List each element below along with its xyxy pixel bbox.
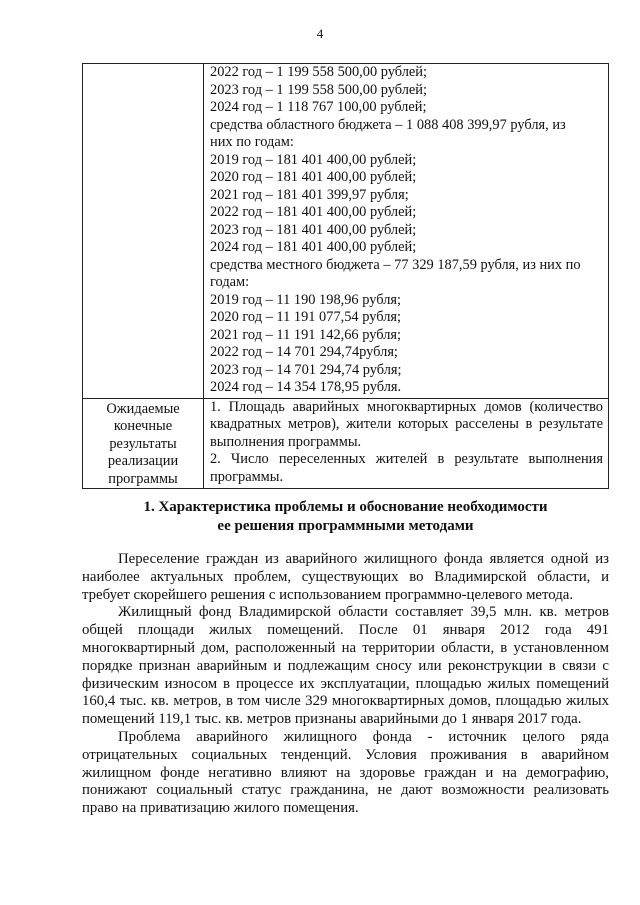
funding-line: них по годам: bbox=[210, 134, 294, 150]
funding-line: 2019 год – 181 401 400,00 рублей; bbox=[210, 151, 417, 168]
funding-line: 2021 год – 11 191 142,66 рубля; bbox=[210, 326, 401, 343]
funding-line: 2023 год – 181 401 400,00 рублей; bbox=[210, 221, 417, 238]
section-heading-line: ее решения программными методами bbox=[217, 517, 474, 534]
section-heading-line: 1. Характеристика проблемы и обоснование необходимости bbox=[143, 499, 548, 515]
body-paragraph: Переселение граждан из аварийного жилищного фонда является одной из наиболее актуальных проблем, существующих во Владимирской области, и требует скорейшего решения с использованием программно-целевого метода. bbox=[82, 551, 609, 603]
funding-line: средства областного бюджета – 1 088 408 399,97 рубля, из bbox=[210, 116, 566, 133]
section-body bbox=[82, 551, 609, 818]
funding-line: 2024 год – 1 118 767 100,00 рублей; bbox=[210, 99, 427, 115]
expected-result-item: 1. Площадь аварийных многоквартирных домов (количество квадратных метров), жители которых расселены в результате выполнения программы. bbox=[210, 398, 603, 450]
expected-results-cell bbox=[204, 398, 609, 489]
funding-row bbox=[83, 64, 609, 399]
funding-line: 2024 год – 14 354 178,95 рубля. bbox=[210, 379, 402, 395]
funding-line: 2023 год – 1 199 558 500,00 рублей; bbox=[210, 81, 427, 98]
funding-line: 2023 год – 14 701 294,74 рубля; bbox=[210, 361, 402, 378]
funding-line: 2019 год – 11 190 198,96 рубля; bbox=[210, 291, 401, 308]
expected-results-row bbox=[83, 398, 609, 489]
expected-results-label: Ожидаемые конечные результаты реализации программы bbox=[83, 398, 204, 489]
funding-line: 2020 год – 11 191 077,54 рубля; bbox=[210, 309, 401, 325]
section-heading bbox=[82, 498, 609, 535]
expected-result-item: 2. Число переселенных жителей в результате выполнения программы. bbox=[210, 451, 603, 485]
funding-line: 2024 год – 181 401 400,00 рублей; bbox=[210, 239, 417, 255]
body-paragraph: Жилищный фонд Владимирской области составляет 39,5 млн. кв. метров общей площади жилых помещений. После 01 января 2012 года 491 многоквартирный дом, расположенный на территории области, в установленном порядке признан аварийным и подлежащим сносу или реконструкции в связи с физическим износом в процессе их эксплуатации, площадью жилых помещений 160,4 тыс. кв. метров, в том числе 329 многоквартирных домов, площадью жилых помещений 119,1 тыс. кв. метров признаны аварийными до 1 января 2017 года. bbox=[82, 604, 609, 728]
funding-line: 2022 год – 1 199 558 500,00 рублей; bbox=[210, 64, 427, 80]
funding-line: 2020 год – 181 401 400,00 рублей; bbox=[210, 169, 417, 185]
funding-label-cell bbox=[83, 64, 204, 399]
funding-line: средства местного бюджета – 77 329 187,59 рубля, из них по bbox=[210, 256, 581, 273]
funding-line: 2022 год – 14 701 294,74рубля; bbox=[210, 344, 398, 360]
funding-line: 2022 год – 181 401 400,00 рублей; bbox=[210, 204, 417, 220]
page-number: 4 bbox=[316, 26, 324, 41]
program-passport-table bbox=[82, 63, 609, 489]
funding-line: 2021 год – 181 401 399,97 рубля; bbox=[210, 186, 409, 203]
funding-line: годам: bbox=[210, 274, 250, 290]
funding-cell bbox=[204, 64, 609, 399]
body-paragraph: Проблема аварийного жилищного фонда - источник целого ряда отрицательных социальных тенденций. Условия проживания в аварийном жилищном фонде негативно влияют на здоровье граждан и на демографию, понижают социальный статус гражданина, не дают возможности реализовать право на приватизацию жилого помещения. bbox=[82, 728, 609, 817]
